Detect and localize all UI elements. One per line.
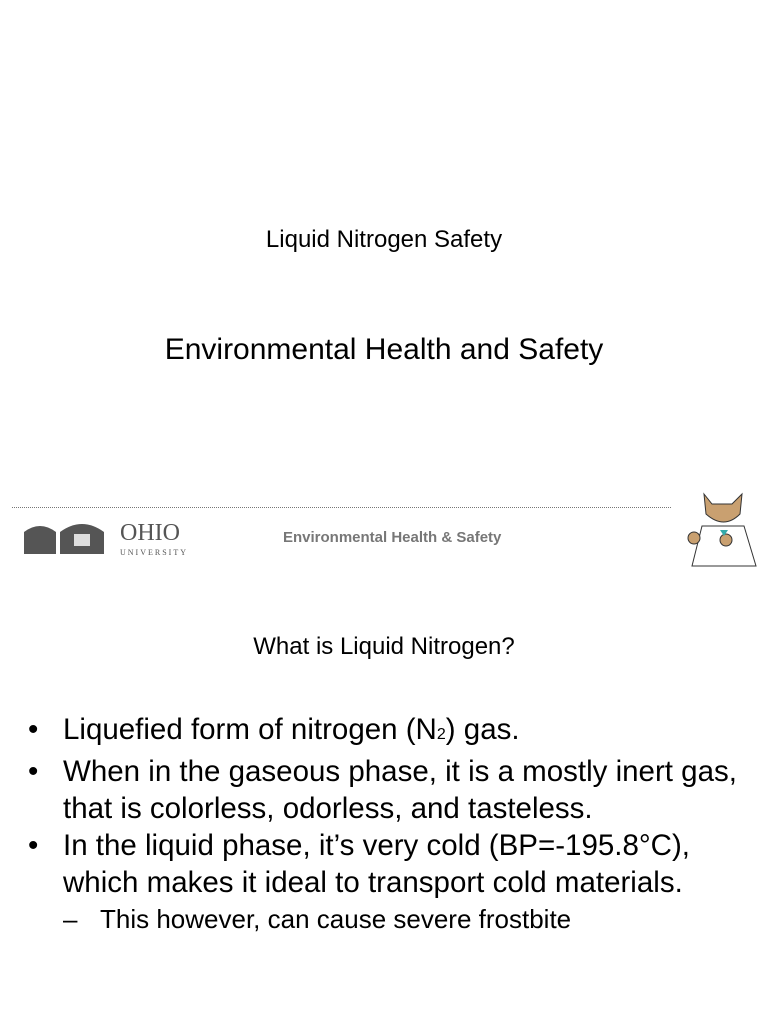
bullet-item: • In the liquid phase, it’s very cold (BP=-195.8°C), which makes it ideal to transport cold materials. — [28, 829, 690, 899]
slide2-title: What is Liquid Nitrogen? — [253, 633, 515, 660]
bullet-list — [28, 711, 748, 938]
slide-subtitle: Environmental Health and Safety — [164, 333, 604, 366]
ohio-university-logo — [22, 518, 202, 560]
sub-bullet-item: – This however, can cause severe frostbite — [63, 904, 572, 934]
divider — [12, 507, 671, 508]
bullet-item: • Liquefied form of nitrogen (N2) gas. — [28, 713, 520, 746]
svg-text:OHIO: OHIO — [120, 520, 180, 546]
bullet-item: • When in the gaseous phase, it is a mostly inert gas, that is colorless, odorless, and tasteless. — [28, 755, 737, 825]
mascot-image — [684, 490, 762, 568]
svg-text:UNIVERSITY: UNIVERSITY — [120, 548, 188, 557]
footer-text: Environmental Health & Safety — [283, 529, 502, 546]
slide-title: Liquid Nitrogen Safety — [265, 226, 503, 253]
